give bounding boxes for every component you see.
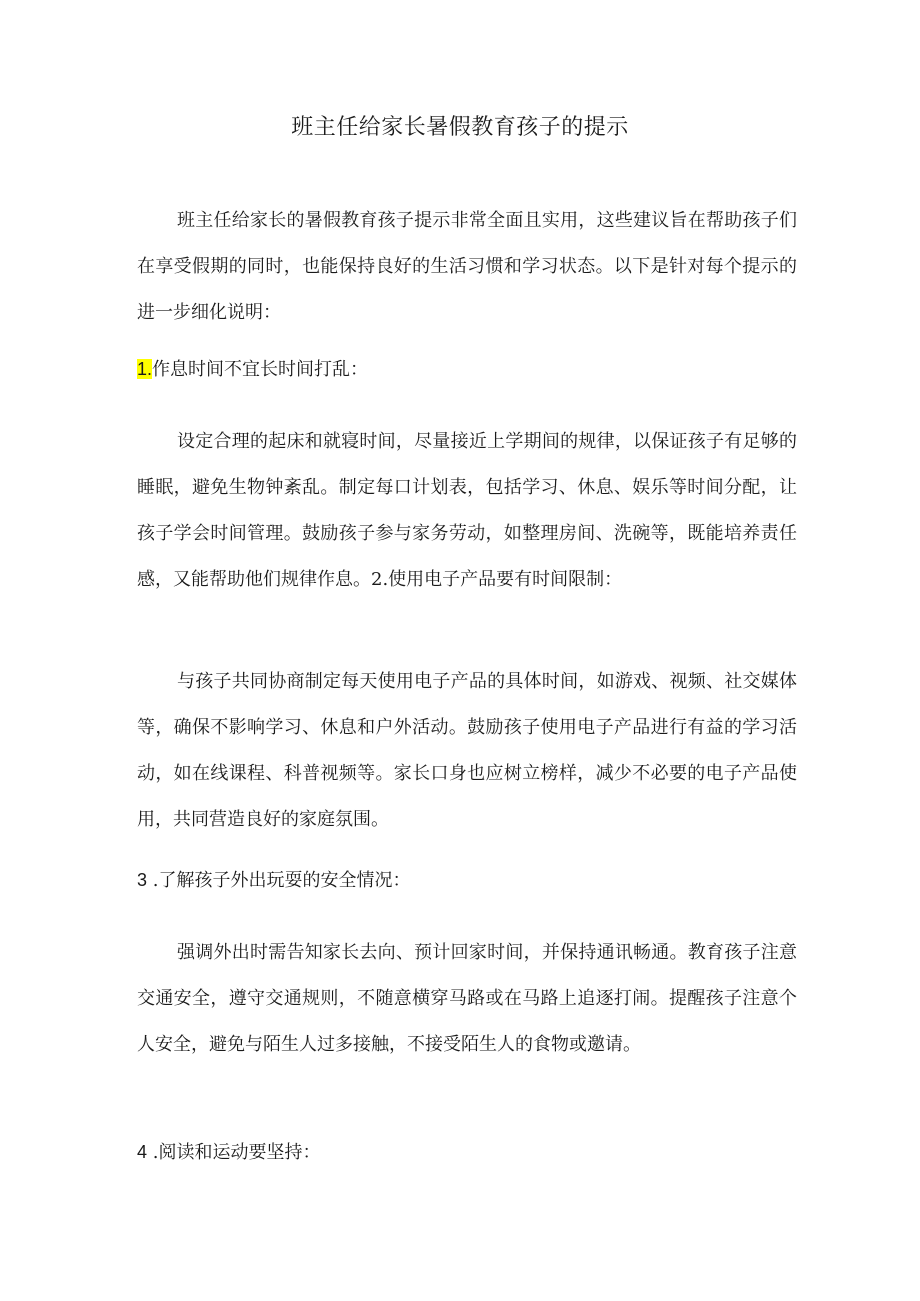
section-3-paragraph: 强调外出时需告知家长去向、预计回家时间，并保持通讯畅通。教育孩子注意交通安全，遵守交通规则，不随意横穿马路或在马路上追逐打闹。提醒孩子注意个人安全，避免与陌生人过多接触，不接受陌生人的食物或邀请。 [137, 942, 797, 1055]
section-1-paragraph: 设定合理的起床和就寝时间，尽量接近上学期间的规律，以保证孩子有足够的睡眠，避免生物钟紊乱。制定每口计划表，包括学习、休息、娱乐等时间分配，让孩子学会时间管理。鼓励孩子参与家务劳动，如整理房间、洗碗等，既能培养责任感，又能帮助他们规律作息。2.使用电子产品要有时间限制： [137, 431, 797, 590]
section-1-heading-text: 作息时间不宜长时间打乱： [152, 359, 369, 380]
page-title: 班主任给家长暑假教育孩子的提示 [291, 115, 629, 140]
section-2-paragraph: 与孩子共同协商制定每天使用电子产品的具体时间，如游戏、视频、社交媒体等，确保不影响学习、休息和户外活动。鼓励孩子使用电子产品进行有益的学习活动，如在线课程、科普视频等。家长口身也应树立榜样，减少不必要的电子产品使用，共同营造良好的家庭氛围。 [137, 671, 797, 830]
section-4-heading [137, 1137, 797, 1168]
section-1-number: 1. [137, 359, 153, 379]
intro-paragraph: 班主任给家长的暑假教育孩子提示非常全面且实用，这些建议旨在帮助孩子们在享受假期的同时，也能保持良好的生活习惯和学习状态。以下是针对每个提示的进一步细化说明： [137, 210, 797, 323]
section-4-number: 4 [137, 1142, 148, 1162]
section-3-heading [137, 865, 797, 896]
section-3-heading-text: .了解孩子外出玩耍的安全情况： [147, 870, 411, 891]
section-4-heading-text: .阅读和运动要坚持： [147, 1142, 321, 1163]
section-3-number: 3 [137, 870, 148, 890]
section-1-heading [137, 354, 797, 385]
